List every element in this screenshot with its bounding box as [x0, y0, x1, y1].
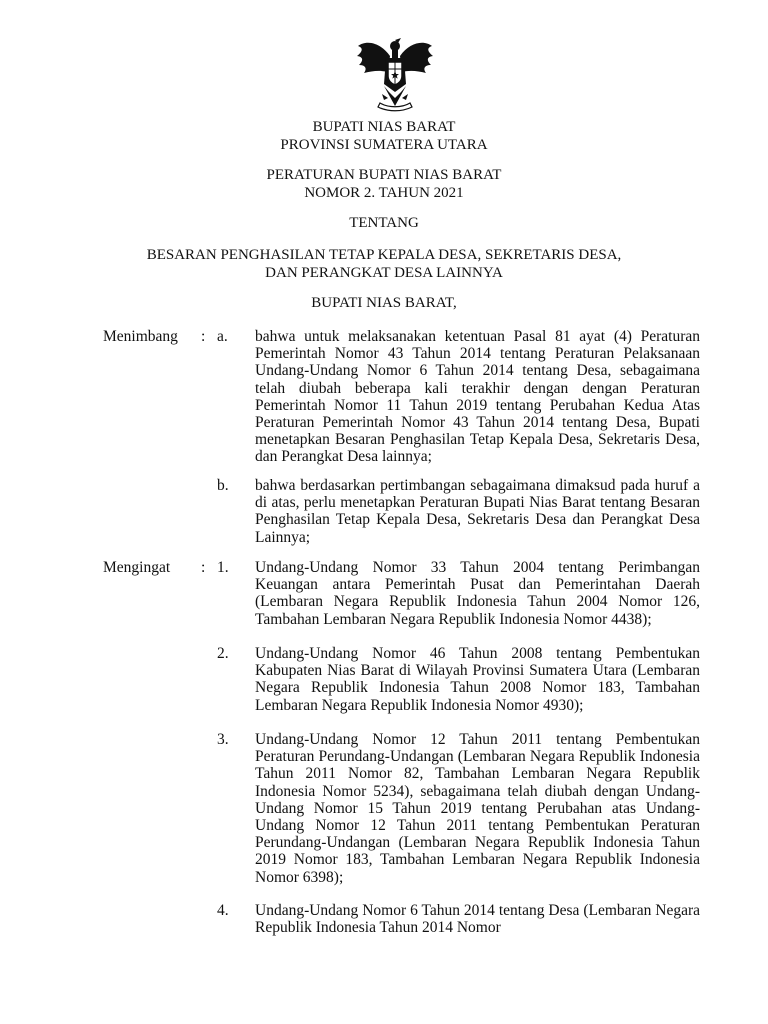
header-block — [0, 118, 768, 154]
list-item-marker: 3. — [217, 731, 229, 748]
menimbang-label: Menimbang — [103, 328, 178, 345]
about-heading: TENTANG — [349, 215, 419, 231]
regulation-title: PERATURAN BUPATI NIAS BARAT — [266, 167, 502, 183]
regulation-block — [0, 166, 768, 202]
list-item-marker: b. — [217, 477, 229, 494]
subject-line-1: BESARAN PENGHASILAN TETAP KEPALA DESA, SEKRETARIS DESA, — [146, 247, 622, 263]
regulation-number: NOMOR 2. TAHUN 2021 — [304, 185, 464, 201]
mengingat-colon: : — [201, 559, 206, 576]
list-item-text: bahwa berdasarkan pertimbangan sebagaimana dimaksud pada huruf a di atas, perlu menetapkan Peraturan Bupati Nias Barat tentang Besaran Penghasilan Tetap Kepala Desa, Sekretaris Desa dan Perangkat Desa Lainnya; — [255, 477, 700, 546]
list-item-text: Undang-Undang Nomor 46 Tahun 2008 tentang Pembentukan Kabupaten Nias Barat di Wilayah Provinsi Sumatera Utara (Lembaran Negara Republik Indonesia Tahun 2008 Nomor 183, Tambahan Lembaran Negara Republik Indonesia Nomor 4930); — [255, 645, 700, 714]
list-item-text: Undang-Undang Nomor 12 Tahun 2011 tentang Pembentukan Peraturan Perundang-Undangan (Lembaran Negara Republik Indonesia Tahun 2011 Nomor 82, Tambahan Lembaran Negara Republik Indonesia Nomor 5234), sebagaimana telah diubah dengan Undang-Undang Nomor 15 Tahun 2019 tentang Perubahan atas Undang-Undang Nomor 12 Tahun 2011 tentang Pembentukan Peraturan Perundang-Undangan (Lembaran Negara Republik Indonesia Tahun 2019 Nomor 183, Tambahan Lembaran Negara Republik Indonesia Nomor 6398); — [255, 731, 700, 886]
subject-line-2: DAN PERANGKAT DESA LAINNYA — [265, 265, 503, 281]
list-item-marker: a. — [217, 328, 228, 345]
list-item-marker: 1. — [217, 559, 229, 576]
list-item-marker: 2. — [217, 645, 229, 662]
list-item-text: Undang-Undang Nomor 6 Tahun 2014 tentang Desa (Lembaran Negara Republik Indonesia Tahun 2014 Nomor — [255, 902, 700, 937]
province-name: PROVINSI SUMATERA UTARA — [280, 137, 488, 153]
list-item-text: Undang-Undang Nomor 33 Tahun 2004 tentang Perimbangan Keuangan antara Pemerintah Pusat dan Pemerintahan Daerah (Lembaran Negara Republik Indonesia Tahun 2004 Nomor 126, Tambahan Lembaran Negara Republik Indonesia Nomor 4438); — [255, 559, 700, 628]
garuda-emblem-icon — [354, 36, 436, 112]
menimbang-colon: : — [201, 328, 206, 345]
mengingat-label: Mengingat — [103, 559, 171, 576]
institution-name: BUPATI NIAS BARAT — [312, 119, 456, 135]
subject-block — [0, 246, 768, 282]
list-item-text: bahwa untuk melaksanakan ketentuan Pasal 81 ayat (4) Peraturan Pemerintah Nomor 43 Tahun 2014 tentang Peraturan Pelaksanaan Undang-Undang Nomor 6 Tahun 2014 tentang Desa, sebagaimana telah diubah beberapa kali terakhir dengan dengan Peraturan Pemerintah Nomor 11 Tahun 2019 tentang Perubahan Kedua Atas Peraturan Pemerintah Nomor 43 Tahun 2014 tentang Desa, Bupati menetapkan Besaran Penghasilan Tetap Kepala Desa, Sekretaris Desa, dan Perangkat Desa lainnya; — [255, 328, 700, 466]
enactor-heading: BUPATI NIAS BARAT, — [311, 295, 457, 311]
list-item-marker: 4. — [217, 902, 229, 919]
